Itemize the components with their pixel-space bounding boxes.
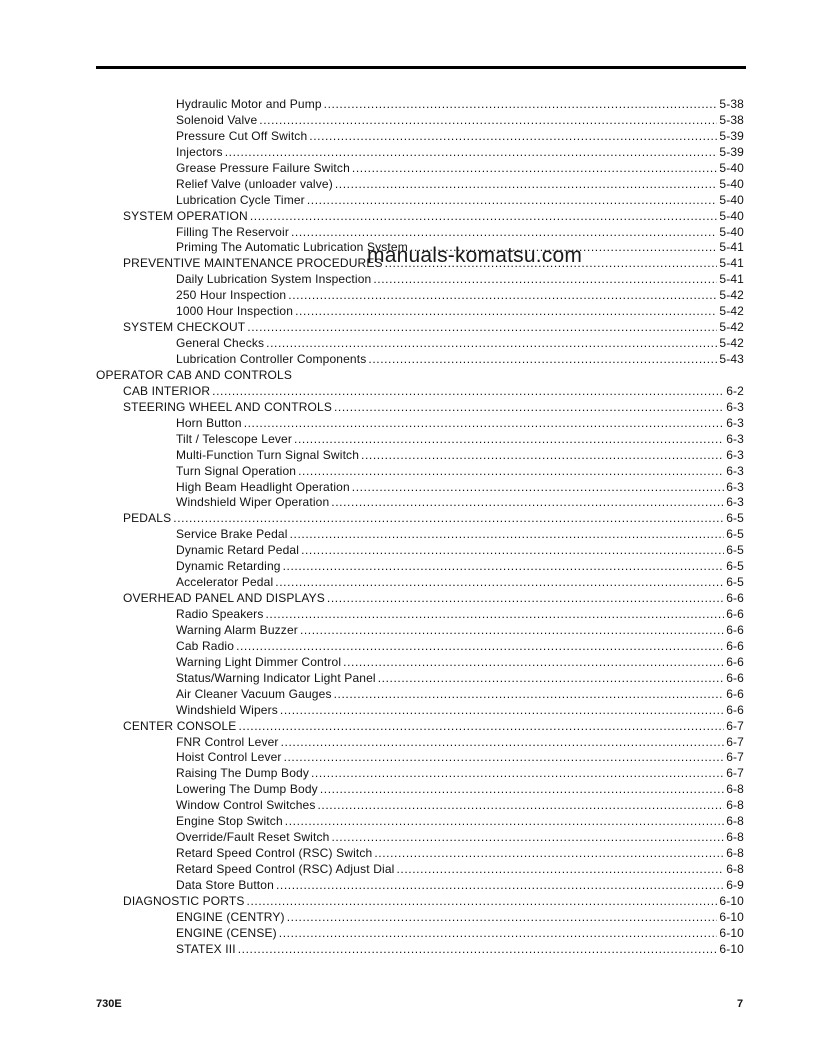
toc-entry-title: Windshield Wiper Operation <box>176 495 330 510</box>
toc-entry[interactable] <box>96 639 744 655</box>
toc-entry-title: Warning Alarm Buzzer <box>176 622 298 637</box>
toc-section[interactable] <box>96 894 744 910</box>
toc-leader-dots <box>378 671 724 687</box>
toc-entry-title: Retard Speed Control (RSC) Switch <box>176 846 373 861</box>
toc-entry[interactable] <box>96 750 744 766</box>
toc-entry[interactable] <box>96 304 744 320</box>
toc-leader-dots <box>352 161 717 177</box>
toc-entry-page: 6-7 <box>726 766 744 781</box>
toc-leader-dots <box>352 480 724 496</box>
toc-entry-page: 6-3 <box>726 463 744 478</box>
toc-entry[interactable] <box>96 272 744 288</box>
toc-entry[interactable] <box>96 432 744 448</box>
toc-entry-title: Hydraulic Motor and Pump <box>176 97 322 111</box>
toc-entry-page: 6-5 <box>726 511 744 526</box>
toc-entry[interactable] <box>96 735 744 751</box>
toc-entry[interactable] <box>96 543 744 559</box>
toc-entry-page: 6-5 <box>726 575 744 590</box>
toc-entry-page: 6-6 <box>726 686 744 701</box>
toc-entry-page: 6-10 <box>719 893 744 908</box>
toc-leader-dots <box>320 782 724 798</box>
toc-entry-title: Turn Signal Operation <box>176 463 297 478</box>
toc-leader-dots <box>244 416 725 432</box>
toc-leader-dots <box>212 384 724 400</box>
toc-entry-title: Pressure Cut Off Switch <box>176 128 308 143</box>
toc-leader-dots <box>396 862 724 878</box>
toc-leader-dots <box>373 272 717 288</box>
toc-leader-dots <box>280 703 724 719</box>
toc-entry-title: General Checks <box>176 336 265 351</box>
toc-entry[interactable] <box>96 671 744 687</box>
toc-entry-title: Solenoid Valve <box>176 112 258 127</box>
toc-entry-page: 5-38 <box>719 97 744 111</box>
toc-entry[interactable] <box>96 97 744 113</box>
toc-entry-title: Warning Light Dimmer Control <box>176 654 342 669</box>
toc-entry-page: 6-6 <box>726 622 744 637</box>
toc-leader-dots <box>318 798 725 814</box>
toc-entry-page: 6-6 <box>726 607 744 621</box>
toc-entry-title: Service Brake Pedal <box>176 527 288 542</box>
toc-entry-page: 5-40 <box>719 208 744 223</box>
toc-entry-title: Grease Pressure Failure Switch <box>176 160 350 175</box>
toc-entry-page: 6-3 <box>726 399 744 414</box>
toc-entry[interactable] <box>96 416 744 432</box>
toc-entry-title: Lubrication Cycle Timer <box>176 192 305 207</box>
toc-entry-title: Accelerator Pedal <box>176 575 274 590</box>
toc-leader-dots <box>331 495 724 511</box>
toc-entry-title: ENGINE (CENSE) <box>176 925 277 940</box>
toc-entry-title: Lubrication Controller Components <box>176 352 367 366</box>
toc-leader-dots <box>238 942 718 958</box>
toc-leader-dots <box>334 687 725 703</box>
toc-entry-title: STEERING WHEEL AND CONTROLS <box>123 399 332 414</box>
toc-entry-page: 6-3 <box>726 415 744 430</box>
toc-entry[interactable] <box>96 607 744 623</box>
toc-leader-dots <box>301 543 724 559</box>
toc-entry-page: 5-38 <box>719 112 744 127</box>
toc-entry-title: High Beam Headlight Operation <box>176 479 350 494</box>
toc-leader-dots <box>294 432 724 448</box>
toc-entry-page: 5-43 <box>719 352 744 366</box>
toc-entry-page: 6-3 <box>726 495 744 510</box>
toc-entry-title: Injectors <box>176 144 223 159</box>
toc-entry-title: CENTER CONSOLE <box>123 718 237 733</box>
toc-entry-title: 250 Hour Inspection <box>176 288 287 303</box>
toc-entry-title: DIAGNOSTIC PORTS <box>123 893 245 908</box>
toc-entry-page: 6-8 <box>726 814 744 829</box>
toc-entry-title: Window Control Switches <box>176 798 316 813</box>
toc-entry-page: 5-41 <box>719 256 744 271</box>
toc-entry-title: Retard Speed Control (RSC) Adjust Dial <box>176 862 395 876</box>
toc-leader-dots <box>284 750 725 766</box>
toc-entry[interactable] <box>96 559 744 575</box>
toc-section[interactable] <box>96 209 744 225</box>
toc-entry-page: 6-6 <box>726 702 744 717</box>
toc-entry-title: Priming The Automatic Lubrication System <box>176 240 408 255</box>
toc-entry-page: 6-7 <box>726 718 744 733</box>
toc-entry-title: Raising The Dump Body <box>176 766 309 781</box>
toc-entry-title: ENGINE (CENTRY) <box>176 909 285 924</box>
toc-entry-page: 5-40 <box>719 224 744 239</box>
toc-entry-title: 1000 Hour Inspection <box>176 304 294 319</box>
toc-entry-title: Lowering The Dump Body <box>176 782 318 797</box>
toc-entry-page: 5-40 <box>719 192 744 207</box>
toc-leader-dots <box>324 97 718 113</box>
toc-entry[interactable] <box>96 766 744 782</box>
toc-leader-dots <box>173 511 724 527</box>
toc-entry-page: 6-8 <box>726 798 744 813</box>
toc-entry-title: PREVENTIVE MAINTENANCE PROCEDURES <box>123 256 383 271</box>
toc-entry[interactable] <box>96 177 744 193</box>
toc-entry-title: Filling The Reservoir <box>176 224 289 239</box>
toc-entry-page: 6-9 <box>726 877 744 892</box>
toc-entry-page: 5-41 <box>719 272 744 287</box>
toc-entry[interactable] <box>96 782 744 798</box>
toc-entry-title: Horn Button <box>176 415 242 430</box>
toc-entry-title: Multi-Function Turn Signal Switch <box>176 447 360 462</box>
toc-entry-page: 5-39 <box>719 144 744 159</box>
toc-entry-page: 6-8 <box>726 830 744 845</box>
toc-entry-title: Status/Warning Indicator Light Panel <box>176 670 376 685</box>
toc-entry-page: 5-42 <box>719 320 744 335</box>
toc-leader-dots <box>311 766 724 782</box>
footer-model: 730E <box>96 998 122 1010</box>
toc-entry[interactable] <box>96 830 744 846</box>
toc-entry-page: 5-40 <box>719 160 744 175</box>
toc-leader-dots <box>334 400 724 416</box>
toc-entry-page: 6-8 <box>726 846 744 861</box>
toc-entry-page: 6-6 <box>726 670 744 685</box>
toc-entry-title: Data Store Button <box>176 877 274 892</box>
toc-leader-dots <box>265 607 724 623</box>
toc-entry-title: SYSTEM CHECKOUT <box>123 320 246 335</box>
toc-entry-page: 6-5 <box>726 559 744 574</box>
toc-section[interactable] <box>96 400 744 416</box>
toc-entry-page: 6-3 <box>726 479 744 494</box>
toc-leader-dots <box>247 894 718 910</box>
toc-leader-dots <box>283 559 725 575</box>
toc-leader-dots <box>374 846 724 862</box>
toc-entry-title: OPERATOR CAB AND CONTROLS <box>96 367 293 382</box>
toc-entry[interactable] <box>96 862 744 878</box>
toc-entry-title: Radio Speakers <box>176 607 264 621</box>
toc-entry-page: 5-42 <box>719 304 744 319</box>
toc-entry-title: Windshield Wipers <box>176 702 278 717</box>
toc-leader-dots <box>236 639 724 655</box>
toc-leader-dots <box>279 926 718 942</box>
toc-leader-dots <box>276 878 724 894</box>
header-rule <box>96 66 746 69</box>
toc-entry[interactable] <box>96 687 744 703</box>
toc-leader-dots <box>331 830 724 846</box>
toc-leader-dots <box>295 304 717 320</box>
table-of-contents <box>96 97 744 958</box>
toc-leader-dots <box>287 910 718 926</box>
toc-entry-page: 6-10 <box>719 909 744 924</box>
toc-entry-title: Relief Valve (unloader valve) <box>176 176 333 191</box>
toc-entry[interactable] <box>96 161 744 177</box>
toc-entry-title: OVERHEAD PANEL AND DISPLAYS <box>123 591 325 606</box>
toc-entry-title: SYSTEM OPERATION <box>123 208 248 223</box>
toc-leader-dots <box>288 288 717 304</box>
toc-leader-dots <box>368 352 717 368</box>
toc-entry-title: CAB INTERIOR <box>123 383 211 398</box>
toc-leader-dots <box>247 320 717 336</box>
toc-entry-page: 5-39 <box>719 128 744 143</box>
toc-leader-dots <box>361 448 724 464</box>
toc-entry-title: FNR Control Lever <box>176 734 279 749</box>
toc-leader-dots <box>275 575 724 591</box>
toc-entry[interactable] <box>96 145 744 161</box>
toc-leader-dots <box>343 655 724 671</box>
toc-entry[interactable] <box>96 655 744 671</box>
toc-entry-page: 6-7 <box>726 750 744 765</box>
toc-entry-page: 6-10 <box>719 941 744 956</box>
toc-entry-title: Dynamic Retard Pedal <box>176 543 300 558</box>
toc-entry[interactable] <box>96 336 744 352</box>
toc-entry[interactable] <box>96 798 744 814</box>
toc-entry-page: 6-8 <box>726 782 744 797</box>
toc-leader-dots <box>335 177 718 193</box>
toc-entry-page: 6-6 <box>726 638 744 653</box>
toc-entry-title: Override/Fault Reset Switch <box>176 830 330 845</box>
toc-leader-dots <box>259 113 717 129</box>
toc-section[interactable] <box>96 719 744 735</box>
toc-entry-title: PEDALS <box>123 511 172 526</box>
watermark: manuals-komatsu.com <box>367 244 583 267</box>
toc-leader-dots <box>327 591 724 607</box>
toc-entry-page: 5-41 <box>719 240 744 255</box>
toc-entry-page: 5-42 <box>719 288 744 303</box>
toc-entry[interactable] <box>96 926 744 942</box>
toc-section[interactable] <box>96 511 744 527</box>
toc-leader-dots <box>291 225 717 241</box>
toc-leader-dots <box>307 193 718 209</box>
toc-entry-page: 6-6 <box>726 654 744 669</box>
toc-entry[interactable] <box>96 846 744 862</box>
toc-entry-page: 6-6 <box>726 591 744 606</box>
toc-entry[interactable] <box>96 942 744 958</box>
toc-entry[interactable] <box>96 623 744 639</box>
toc-entry[interactable] <box>96 814 744 830</box>
toc-entry-page: 6-2 <box>726 383 744 398</box>
toc-entry-page: 6-10 <box>719 925 744 940</box>
toc-entry-page: 6-7 <box>726 734 744 749</box>
toc-entry-title: Engine Stop Switch <box>176 814 283 829</box>
toc-entry[interactable] <box>96 288 744 304</box>
toc-entry[interactable] <box>96 113 744 129</box>
toc-entry[interactable] <box>96 575 744 591</box>
toc-leader-dots <box>225 145 718 161</box>
toc-leader-dots <box>285 814 724 830</box>
toc-entry-page: 5-42 <box>719 336 744 351</box>
toc-entry-page: 6-3 <box>726 447 744 462</box>
toc-entry-page: 5-40 <box>719 176 744 191</box>
toc-leader-dots <box>266 336 717 352</box>
toc-entry[interactable] <box>96 464 744 480</box>
toc-entry[interactable] <box>96 703 744 719</box>
toc-entry[interactable] <box>96 910 744 926</box>
toc-entry[interactable] <box>96 129 744 145</box>
toc-entry[interactable] <box>96 495 744 511</box>
toc-section[interactable] <box>96 591 744 607</box>
toc-entry-title: Tilt / Telescope Lever <box>176 431 293 446</box>
toc-entry-title: Dynamic Retarding <box>176 559 281 574</box>
toc-entry-title: Hoist Control Lever <box>176 750 282 765</box>
toc-leader-dots <box>300 623 724 639</box>
toc-entry-title: STATEX III <box>176 941 236 956</box>
footer-page-number: 7 <box>737 998 744 1010</box>
toc-entry-page: 6-5 <box>726 543 744 558</box>
toc-entry[interactable] <box>96 352 744 368</box>
toc-entry-page: 6-5 <box>726 527 744 542</box>
toc-entry[interactable] <box>96 878 744 894</box>
toc-section[interactable] <box>96 384 744 400</box>
toc-entry-title: Cab Radio <box>176 638 235 653</box>
toc-section[interactable] <box>96 320 744 336</box>
toc-entry-title: Air Cleaner Vacuum Gauges <box>176 686 332 701</box>
toc-entry[interactable] <box>96 448 744 464</box>
toc-entry-title: Daily Lubrication System Inspection <box>176 272 372 287</box>
toc-leader-dots <box>281 735 725 751</box>
toc-leader-dots <box>290 527 725 543</box>
toc-entry[interactable] <box>96 193 744 209</box>
toc-entry[interactable] <box>96 480 744 496</box>
toc-leader-dots <box>238 719 724 735</box>
toc-leader-dots <box>298 464 724 480</box>
toc-entry-page: 6-8 <box>726 862 744 876</box>
toc-entry[interactable] <box>96 527 744 543</box>
toc-leader-dots <box>309 129 717 145</box>
toc-entry-page: 6-3 <box>726 431 744 446</box>
toc-leader-dots <box>250 209 718 225</box>
toc-entry[interactable] <box>96 225 744 241</box>
toc-chapter[interactable] <box>96 368 744 384</box>
